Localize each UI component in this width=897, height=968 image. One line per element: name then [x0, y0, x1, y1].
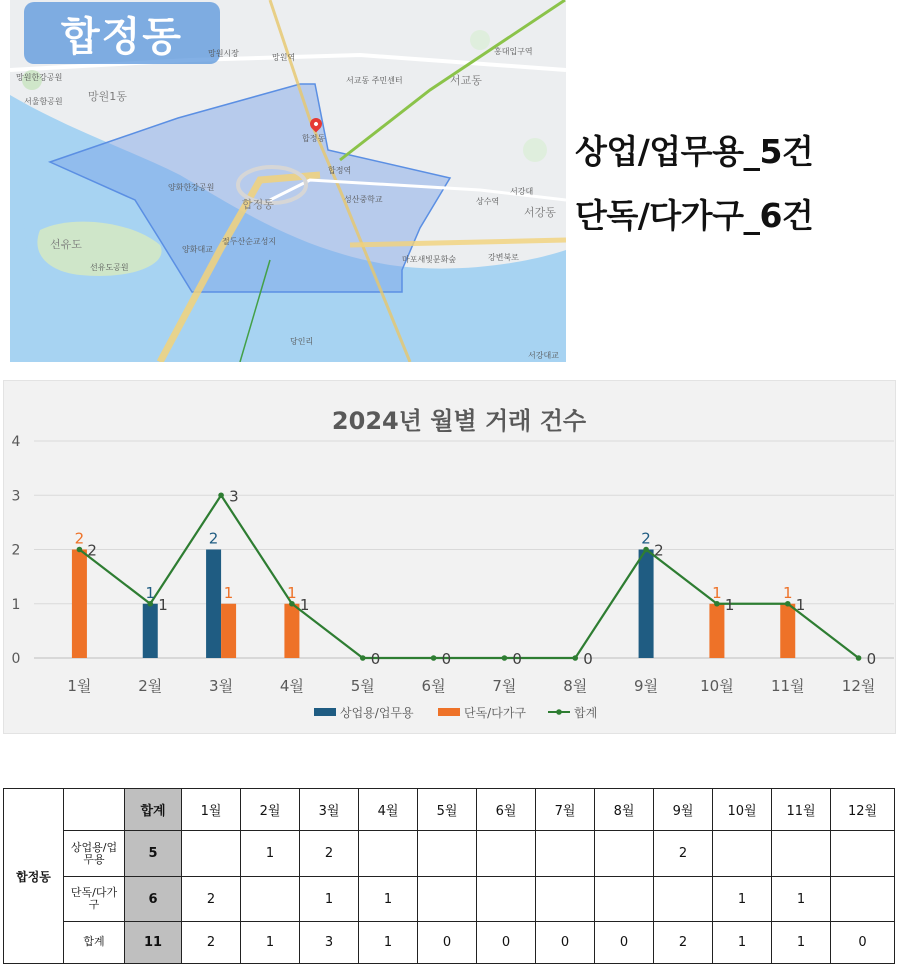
map-title: 합정동 — [61, 13, 183, 60]
total-point — [785, 601, 791, 607]
table-cell — [418, 831, 477, 877]
table-cell — [536, 877, 595, 921]
chart-svg — [4, 381, 895, 733]
table-header-month: 2월 — [241, 789, 300, 831]
bar-residential — [221, 604, 236, 658]
map-label: 절두산순교성지 — [222, 237, 277, 246]
table-cell — [831, 831, 895, 877]
y-tick-label: 3 — [11, 488, 21, 505]
table-cell — [595, 877, 654, 921]
x-tick-label: 5월 — [350, 677, 375, 695]
total-point-label: 0 — [512, 650, 522, 668]
map-image — [10, 0, 566, 362]
table-header-month: 9월 — [654, 789, 713, 831]
x-tick-label: 3월 — [209, 677, 234, 695]
table-cell — [241, 877, 300, 921]
x-tick-label: 7월 — [492, 677, 517, 695]
total-point-label: 0 — [370, 650, 381, 668]
table-cell — [477, 877, 536, 921]
total-point-label: 1 — [795, 595, 806, 614]
table-cell: 1 — [300, 877, 359, 921]
table-cell: 2 — [300, 831, 359, 877]
table-header-month: 1월 — [182, 789, 241, 831]
table-cell — [182, 831, 241, 877]
table-cell: 1 — [772, 877, 831, 921]
transactions-table — [3, 788, 895, 964]
table-region-cell: 합정동 — [4, 789, 64, 964]
map-label: 망원한강공원 — [16, 73, 63, 82]
total-point-label: 1 — [299, 595, 310, 614]
x-tick-label: 1월 — [67, 677, 92, 695]
legend-residential-swatch — [438, 708, 460, 716]
total-point-label: 1 — [158, 595, 168, 614]
bar-commercial — [639, 550, 654, 659]
table-cell: 2 — [182, 921, 241, 963]
map-label: 망원시장 — [208, 49, 239, 58]
total-point-label: 0 — [441, 650, 452, 668]
table-row — [4, 921, 895, 963]
y-tick-label: 1 — [11, 596, 21, 613]
table-row-label — [64, 831, 125, 877]
table-cell: 0 — [477, 921, 536, 963]
map-label: 합정동 — [242, 198, 274, 211]
monthly-transactions-chart — [3, 380, 896, 734]
bar-residential-label: 1 — [712, 583, 722, 602]
bar-residential — [709, 604, 724, 658]
total-point — [502, 655, 508, 661]
table-cell — [831, 877, 895, 921]
table-row-total: 5 — [125, 831, 182, 877]
table-header-month: 4월 — [359, 789, 418, 831]
legend-total-marker — [556, 709, 562, 715]
total-point — [77, 547, 83, 553]
x-tick-label: 12월 — [841, 677, 876, 695]
legend-commercial-swatch — [314, 708, 336, 716]
y-tick-label: 4 — [11, 434, 21, 450]
total-point — [856, 655, 862, 661]
total-point-label: 1 — [724, 595, 735, 614]
y-tick-label: 0 — [11, 651, 21, 667]
x-tick-label: 11월 — [770, 677, 805, 695]
bar-commercial — [143, 604, 158, 658]
x-tick-label: 4월 — [279, 677, 304, 695]
row-label-text: 단독/다가구 — [70, 886, 118, 912]
table-cell — [477, 831, 536, 877]
legend-total-label: 합계 — [574, 706, 598, 720]
table-header-month: 10월 — [713, 789, 772, 831]
map-label: 강변북로 — [488, 253, 519, 262]
table-cell: 0 — [595, 921, 654, 963]
bar-residential-label: 1 — [287, 583, 297, 602]
total-point-label: 3 — [229, 487, 239, 506]
table-cell: 1 — [359, 921, 418, 963]
table-cell: 1 — [359, 877, 418, 921]
table-cell: 1 — [713, 877, 772, 921]
x-tick-label: 9월 — [634, 677, 659, 695]
map-label: 마포새빛문화숲 — [402, 255, 457, 264]
table-header-month: 8월 — [595, 789, 654, 831]
x-tick-label: 6월 — [421, 677, 446, 695]
x-tick-label: 10월 — [700, 677, 734, 695]
map-label: 당인리 — [290, 337, 314, 346]
bar-commercial-label: 2 — [208, 529, 219, 548]
total-point-label: 0 — [866, 650, 877, 668]
total-line — [79, 495, 858, 658]
map-title-badge — [24, 2, 220, 64]
table-cell: 2 — [654, 921, 713, 963]
table-cell: 1 — [241, 831, 300, 877]
table-cell — [359, 831, 418, 877]
total-point — [289, 601, 295, 607]
map-label: 선유도공원 — [90, 263, 129, 272]
table-header-row — [4, 789, 895, 831]
map-label: 서강대교 — [528, 351, 559, 360]
table-row-label — [64, 921, 125, 963]
bar-residential — [72, 550, 87, 659]
table-header-month: 12월 — [831, 789, 895, 831]
table-cell — [418, 877, 477, 921]
map-label: 서강동 — [524, 206, 556, 219]
map-label: 양화대교 — [182, 245, 213, 254]
table-header-month: 6월 — [477, 789, 536, 831]
row-label-text: 합계 — [83, 935, 105, 949]
table-header-month: 11월 — [772, 789, 831, 831]
table-header-total: 합계 — [125, 789, 182, 831]
legend-commercial-label: 상업용/업무용 — [340, 706, 414, 720]
table-header-month: 3월 — [300, 789, 359, 831]
table-row-label — [64, 877, 125, 921]
map-label: 망원역 — [272, 53, 296, 62]
summary-commercial: 상업/업무용_5건 — [575, 132, 814, 171]
table-cell — [772, 831, 831, 877]
table-cell: 0 — [418, 921, 477, 963]
table-cell: 3 — [300, 921, 359, 963]
bar-commercial-label: 2 — [641, 529, 651, 548]
table-cell: 1 — [772, 921, 831, 963]
total-point — [360, 655, 366, 661]
table-cell — [713, 831, 772, 877]
table-cell: 2 — [182, 877, 241, 921]
x-tick-label: 8월 — [563, 677, 588, 695]
total-point-label: 2 — [654, 541, 664, 560]
bar-commercial — [206, 550, 221, 659]
y-tick-label: 2 — [11, 542, 21, 559]
table-cell — [654, 877, 713, 921]
table-cell: 2 — [654, 831, 713, 877]
map-label: 서교동 — [450, 74, 482, 87]
bar-commercial-label: 1 — [145, 583, 156, 602]
map-label: 서교동 주민센터 — [346, 76, 403, 85]
map-label: 서울함공원 — [24, 97, 63, 106]
bar-residential-label: 2 — [74, 529, 85, 548]
map-label: 선유도 — [50, 238, 82, 251]
table-cell: 0 — [536, 921, 595, 963]
bar-residential — [284, 604, 299, 658]
legend-residential-label: 단독/다가구 — [464, 706, 527, 720]
total-point-label: 2 — [87, 541, 97, 560]
table-cell — [536, 831, 595, 877]
chart-title: 2024년 월별 거래 건수 — [331, 407, 587, 435]
table-row-total: 11 — [125, 921, 182, 963]
total-point-label: 0 — [583, 650, 593, 668]
map-label: 합정동 — [302, 134, 326, 143]
map-label: 망원1동 — [88, 90, 127, 103]
table-row-total: 6 — [125, 877, 182, 921]
table-cell: 1 — [713, 921, 772, 963]
map-label: 합정역 — [328, 166, 352, 175]
summary-residential: 단독/다가구_6건 — [575, 196, 814, 235]
row-label-text: 상업용/업무용 — [70, 840, 118, 866]
map-label: 홍대입구역 — [494, 47, 533, 56]
bar-residential — [780, 604, 795, 658]
table-row — [4, 877, 895, 921]
total-point — [431, 655, 437, 661]
total-point — [218, 492, 224, 498]
total-point — [147, 601, 153, 607]
map-label: 성산중학교 — [344, 195, 383, 204]
bar-residential-label: 1 — [223, 583, 234, 602]
map-label: 서강대 — [510, 187, 534, 196]
bar-residential-label: 1 — [782, 583, 793, 602]
total-point — [572, 655, 578, 661]
table-corner-cell — [64, 789, 125, 831]
table-header-month: 7월 — [536, 789, 595, 831]
total-point — [714, 601, 720, 607]
table-header-month: 5월 — [418, 789, 477, 831]
table-row — [4, 831, 895, 877]
x-tick-label: 2월 — [138, 677, 163, 695]
map-label: 상수역 — [476, 197, 500, 206]
table-cell — [595, 831, 654, 877]
map-label: 양화한강공원 — [168, 183, 215, 192]
total-point — [643, 547, 649, 553]
table-cell: 0 — [831, 921, 895, 963]
table-cell: 1 — [241, 921, 300, 963]
